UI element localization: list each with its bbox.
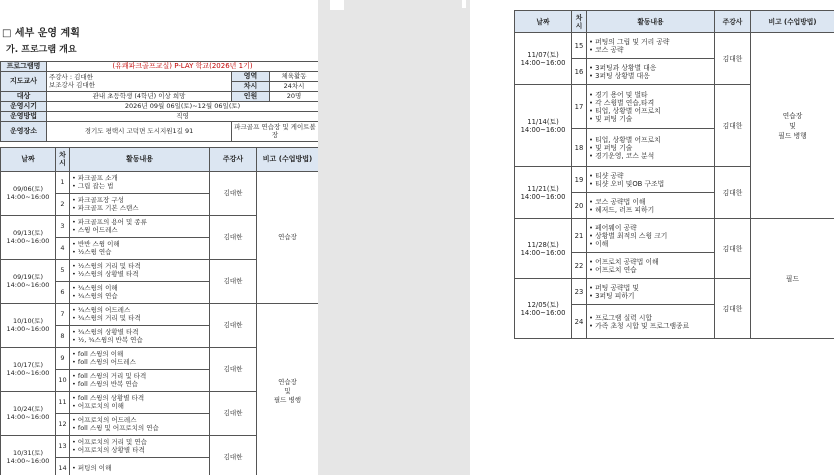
activity-list — [72, 263, 207, 277]
session-number: 11 — [56, 392, 70, 414]
activity-cell — [70, 238, 210, 260]
activity-list — [72, 175, 207, 189]
date-cell — [515, 85, 572, 167]
activity-item: • 3퍼팅 피하기 — [589, 292, 712, 300]
activity-item: • 각 스윙별 연습,타격 — [589, 99, 712, 107]
activity-item: • 페어웨이 공략 — [589, 224, 712, 232]
activity-list — [72, 351, 207, 365]
activity-list — [589, 64, 712, 80]
session-number: 7 — [56, 304, 70, 326]
activity-list — [72, 373, 207, 387]
note-text: 연습장 — [278, 377, 297, 386]
program-overview-table — [0, 61, 318, 142]
activity-cell — [587, 193, 715, 219]
session-time: 14:00~16:00 — [520, 58, 566, 67]
activity-item: • ¾스윙의 이해 — [72, 285, 207, 292]
activity-item: • 상황별 최적의 스윙 크기 — [589, 232, 712, 240]
session-date: 09/13(토) — [12, 229, 44, 238]
activity-cell — [587, 85, 715, 129]
date-cell — [515, 279, 572, 339]
session-number: 20 — [572, 193, 587, 219]
activity-item: • 퍼팅의 그립 및 거리 공략 — [589, 38, 712, 46]
activity-item: • foll 스윙 및 어프로치의 연습 — [72, 425, 207, 432]
activity-cell — [70, 304, 210, 326]
activity-item: • 파크골프장 구성 — [72, 197, 207, 204]
activity-item: • 어프로치 공략법 이해 — [589, 258, 712, 266]
activity-item: • 파크골프 소개 — [72, 175, 207, 182]
session-number: 10 — [56, 370, 70, 392]
session-header: 차시 — [572, 11, 587, 33]
activity-list — [589, 224, 712, 248]
activity-cell — [587, 279, 715, 305]
session-number: 13 — [56, 436, 70, 458]
activity-list — [589, 258, 712, 274]
activity-item: • 어프로치의 어드레스 — [72, 417, 207, 424]
schedule-table-right — [514, 10, 834, 339]
activity-cell — [70, 348, 210, 370]
place-value: 경기도 평택시 고덕면 도시지원1길 91 — [47, 122, 232, 142]
note-cell — [257, 304, 319, 475]
activity-item: • 경기운영, 코스 분석 — [589, 152, 712, 160]
schedule-table-left — [0, 147, 318, 475]
session-time: 14:00~16:00 — [6, 192, 50, 201]
activity-item: • ½스윙의 상황별 타격 — [72, 271, 207, 278]
page-corner-stub — [462, 0, 466, 8]
session-number: 17 — [572, 85, 587, 129]
place-note: 파크골프 연습장 및 게이트볼장 — [232, 122, 319, 142]
activity-item: • foll 스윙의 어드레스 — [72, 359, 207, 366]
activity-item: • 및 퍼팅 기술 — [589, 115, 712, 123]
activity-item: • ¾스윙의 연습 — [72, 293, 207, 300]
session-date: 10/17(토) — [12, 361, 44, 370]
note-text: 필드 — [785, 274, 800, 283]
session-date: 11/28(토) — [527, 240, 559, 249]
activity-item: • 3퍼팅 상황별 대응 — [589, 72, 712, 80]
table-row — [515, 219, 834, 253]
activity-list — [72, 197, 207, 211]
session-header: 차시 — [56, 148, 70, 172]
headcount-label: 인원 — [232, 92, 270, 102]
activity-cell — [70, 326, 210, 348]
session-number: 5 — [56, 260, 70, 282]
place-label: 운영장소 — [1, 122, 47, 142]
session-time: 14:00~16:00 — [6, 368, 50, 377]
session-date: 10/10(토) — [12, 317, 44, 326]
session-number: 8 — [56, 326, 70, 348]
activity-list — [72, 241, 207, 255]
target-label: 대상 — [1, 92, 47, 102]
document-page-left — [0, 0, 318, 475]
instructor-cell: 김대한 — [210, 172, 257, 216]
instructor-cell: 김대한 — [210, 304, 257, 348]
note-text: 및 — [789, 121, 796, 130]
activity-cell — [587, 59, 715, 85]
activity-item: • ½스윙의 거리 및 타격 — [72, 263, 207, 270]
instructor-cell: 김대한 — [715, 219, 751, 279]
session-date: 11/07(토) — [527, 50, 559, 59]
note-cell — [257, 172, 319, 304]
activity-item: • 반반 스윙 이해 — [72, 241, 207, 248]
activity-item: • 퍼팅의 이해 — [72, 465, 207, 472]
activity-cell — [70, 216, 210, 238]
period-label: 운영시기 — [1, 102, 47, 112]
note-text: 연습장 — [782, 111, 803, 120]
activity-item: • foll 스윙의 상황별 타격 — [72, 395, 207, 402]
instructor-label: 지도교사 — [1, 72, 47, 92]
activity-item: • 티샷 공략 — [589, 172, 712, 180]
activity-cell — [587, 33, 715, 59]
session-number: 6 — [56, 282, 70, 304]
session-number: 14 — [56, 458, 70, 475]
note-header: 비고 (수업방법) — [257, 148, 319, 172]
activity-list — [72, 219, 207, 233]
activity-item: • 파크골프의 용어 및 종류 — [72, 219, 207, 226]
session-date: 09/19(토) — [12, 273, 44, 282]
assistant-instructor: 보조강사 김대한 — [49, 80, 96, 89]
activity-item: • ½, ¾스윙의 반복 연습 — [72, 337, 207, 344]
activity-item: • 티업, 상황별 어프로치 — [589, 107, 712, 115]
method-value: 직영 — [47, 112, 319, 122]
activity-list — [589, 314, 712, 330]
activity-item: • 티업, 상황별 어프로치 — [589, 136, 712, 144]
session-time: 14:00~16:00 — [520, 248, 566, 257]
activity-cell — [70, 414, 210, 436]
activity-header: 활동내용 — [587, 11, 715, 33]
activity-cell — [70, 436, 210, 458]
note-text: 필드 병행 — [273, 396, 302, 405]
activity-cell — [70, 370, 210, 392]
session-number: 4 — [56, 238, 70, 260]
table-row — [1, 304, 319, 326]
session-number: 9 — [56, 348, 70, 370]
session-number: 19 — [572, 167, 587, 193]
activity-item: • 3퍼팅과 상황별 대응 — [589, 64, 712, 72]
activity-item: • 티샷 오비 및OB 구조법 — [589, 180, 712, 188]
activity-item: • 이해 — [589, 240, 712, 248]
activity-item: • foll 스윙의 반복 연습 — [72, 381, 207, 388]
activity-item: • 어프로치 연습 — [589, 266, 712, 274]
session-date: 11/14(토) — [527, 117, 559, 126]
activity-cell — [70, 282, 210, 304]
activity-cell — [587, 219, 715, 253]
activity-list — [72, 285, 207, 299]
activity-item: • 경기 용어 및 벌타 — [589, 91, 712, 99]
note-text: 연습장 — [278, 232, 297, 241]
instructor-cell: 김대한 — [715, 85, 751, 167]
activity-list — [72, 307, 207, 321]
note-text: 필드 병행 — [778, 131, 807, 140]
activity-item: • 코스 공략법 이해 — [589, 198, 712, 206]
activity-list — [72, 439, 207, 453]
section-heading: □ 세부 운영 계획 — [2, 28, 80, 39]
instructor-cell: 김대한 — [715, 279, 751, 339]
activity-item: • 퍼팅 공략법 및 — [589, 284, 712, 292]
instructor-cell: 김대한 — [210, 392, 257, 436]
activity-list — [589, 136, 712, 160]
activity-item: • 어프로치의 상황별 타격 — [72, 447, 207, 454]
note-text: 및 — [284, 386, 291, 395]
instructor-cell: 김대한 — [210, 260, 257, 304]
date-cell — [515, 167, 572, 219]
session-number: 23 — [572, 279, 587, 305]
note-header: 비고 (수업방법) — [751, 11, 834, 33]
session-count-value: 24차시 — [270, 82, 319, 92]
activity-item: • 어프로치의 이해 — [72, 403, 207, 410]
activity-item: • foll 스윙의 거리 및 타격 — [72, 373, 207, 380]
activity-cell — [70, 194, 210, 216]
session-time: 14:00~16:00 — [520, 125, 566, 134]
session-time: 14:00~16:00 — [6, 236, 50, 245]
instructor-cell: 김대한 — [210, 216, 257, 260]
date-cell — [1, 172, 56, 216]
activity-item: • 코스 공략 — [589, 46, 712, 54]
instructor-header: 주강사 — [715, 11, 751, 33]
session-date: 12/05(토) — [527, 300, 559, 309]
instructor-header: 주강사 — [210, 148, 257, 172]
program-name-value: (유쾌파크골프교실) P-LAY 학교(2026년 1기) — [47, 62, 319, 72]
session-date: 10/31(토) — [12, 449, 44, 458]
activity-list — [589, 91, 712, 123]
date-cell — [1, 392, 56, 436]
table-row — [515, 33, 834, 59]
activity-list — [589, 172, 712, 188]
activity-item: • ½스윙 연습 — [72, 249, 207, 256]
instructor-cell: 김대한 — [210, 348, 257, 392]
session-time: 14:00~16:00 — [520, 192, 566, 201]
instructor-cell: 김대한 — [715, 33, 751, 85]
activity-item: • 그립 잡는 법 — [72, 183, 207, 190]
date-cell — [1, 216, 56, 260]
activity-cell — [587, 167, 715, 193]
date-cell — [1, 436, 56, 475]
activity-cell — [587, 305, 715, 339]
activity-cell — [70, 172, 210, 194]
date-header: 날짜 — [1, 148, 56, 172]
date-cell — [515, 219, 572, 279]
session-number: 21 — [572, 219, 587, 253]
activity-header: 활동내용 — [70, 148, 210, 172]
method-label: 운영방법 — [1, 112, 47, 122]
activity-list — [72, 329, 207, 343]
instructor-cell: 김대한 — [210, 436, 257, 475]
activity-list — [589, 38, 712, 54]
area-label: 영역 — [232, 72, 270, 82]
activity-cell — [587, 129, 715, 167]
activity-item: • foll 스윙의 이해 — [72, 351, 207, 358]
activity-list — [589, 198, 712, 214]
session-time: 14:00~16:00 — [6, 412, 50, 421]
activity-item: • 스윙 어드레스 — [72, 227, 207, 234]
session-date: 11/21(토) — [527, 184, 559, 193]
session-number: 1 — [56, 172, 70, 194]
activity-list — [72, 465, 207, 472]
activity-item: • 프로그램 실력 시합 — [589, 314, 712, 322]
activity-item: • 파크골프 기본 스탠스 — [72, 205, 207, 212]
date-cell — [515, 33, 572, 85]
activity-list — [72, 417, 207, 431]
session-time: 14:00~16:00 — [6, 456, 50, 465]
program-name-label: 프로그램명 — [1, 62, 47, 72]
area-value: 체육활동 — [270, 72, 319, 82]
note-cell — [751, 33, 834, 219]
activity-item: • ¾스윙의 상황별 타격 — [72, 329, 207, 336]
activity-item: • ¾스윙의 거리 및 타격 — [72, 315, 207, 322]
activity-cell — [587, 253, 715, 279]
activity-item: • 가족 초청 시합 및 프로그램종료 — [589, 322, 712, 330]
session-time: 14:00~16:00 — [520, 308, 566, 317]
session-count-label: 차시 — [232, 82, 270, 92]
activity-item: • 어프로치의 거리 및 연습 — [72, 439, 207, 446]
main-instructor: 주강사 : 김대한 — [49, 73, 93, 82]
activity-item: • 및 퍼팅 기술 — [589, 144, 712, 152]
headcount-value: 20명 — [270, 92, 319, 102]
session-number: 12 — [56, 414, 70, 436]
period-value: 2026년 09월 06일(토)~12월 06일(토) — [47, 102, 319, 112]
instructor-value — [47, 72, 232, 92]
date-cell — [1, 260, 56, 304]
session-date: 09/06(토) — [12, 185, 44, 194]
table-row — [1, 172, 319, 194]
date-cell — [1, 304, 56, 348]
activity-list — [72, 395, 207, 409]
session-number: 2 — [56, 194, 70, 216]
activity-item: • 헤저드, 러프 피하기 — [589, 206, 712, 214]
section-subheading: 가. 프로그램 개요 — [6, 45, 77, 55]
session-number: 16 — [572, 59, 587, 85]
session-date: 10/24(토) — [12, 405, 44, 414]
session-number: 15 — [572, 33, 587, 59]
session-number: 24 — [572, 305, 587, 339]
activity-list — [589, 284, 712, 300]
date-header: 날짜 — [515, 11, 572, 33]
session-time: 14:00~16:00 — [6, 324, 50, 333]
activity-item: • ¾스윙의 어드레스 — [72, 307, 207, 314]
note-cell — [751, 219, 834, 339]
session-time: 14:00~16:00 — [6, 280, 50, 289]
date-cell — [1, 348, 56, 392]
instructor-cell: 김대한 — [715, 167, 751, 219]
session-number: 3 — [56, 216, 70, 238]
activity-cell — [70, 458, 210, 475]
session-number: 22 — [572, 253, 587, 279]
session-number: 18 — [572, 129, 587, 167]
target-value: 관내 초등학생 (4학년) 이상 희망 — [47, 92, 232, 102]
page-corner-stub — [330, 0, 344, 10]
activity-cell — [70, 392, 210, 414]
activity-cell — [70, 260, 210, 282]
